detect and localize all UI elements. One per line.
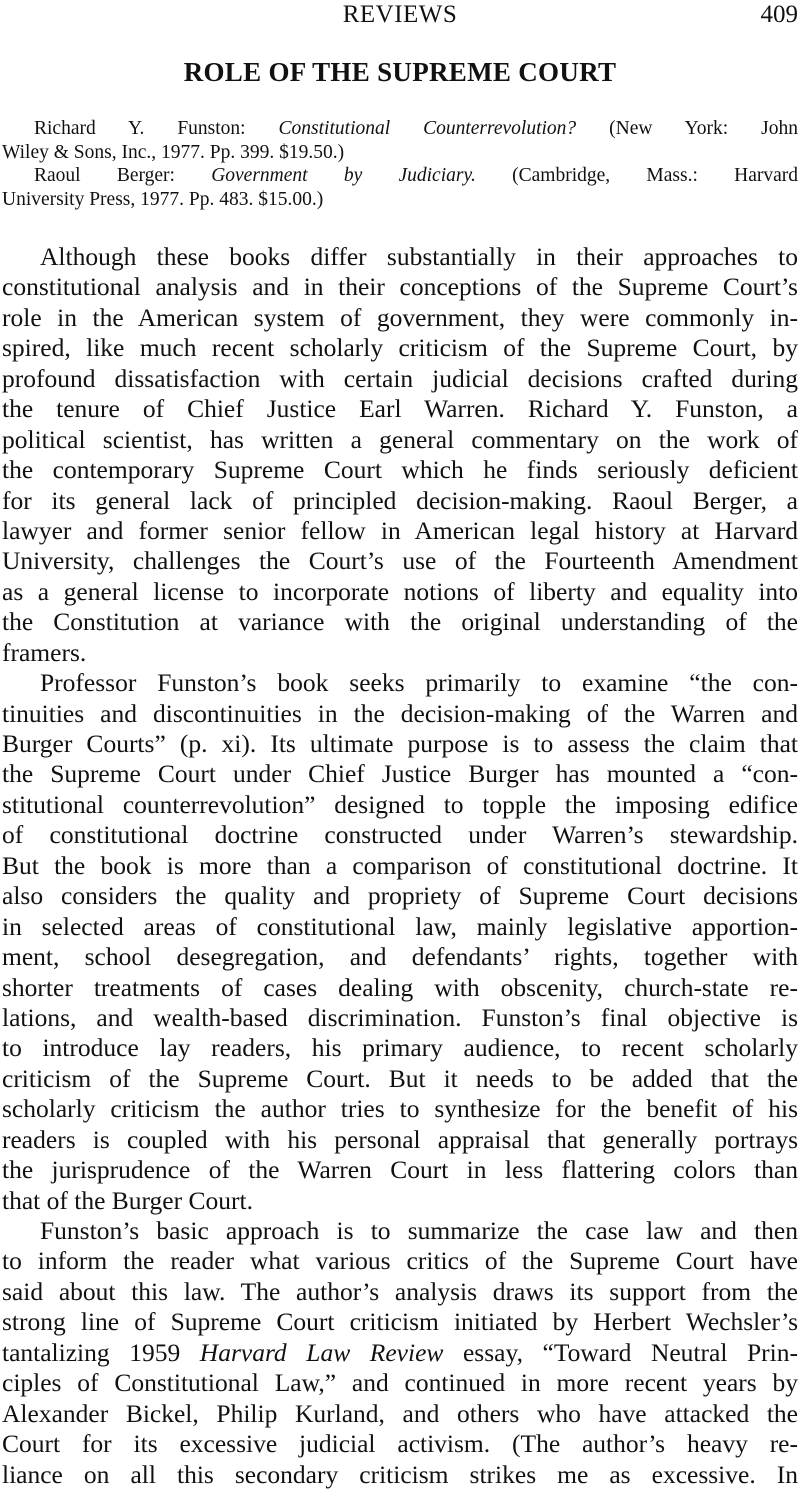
body-line: the Constitution at variance with the original understanding of the xyxy=(2,607,798,637)
body-line: Court for its excessive judicial activism. (The author’s heavy re- xyxy=(2,1429,798,1459)
book-citations xyxy=(2,117,798,211)
citation-line: Raoul Berger: Government by Judiciary. (Cambridge, Mass.: Harvard xyxy=(34,165,798,186)
body-line: also considers the quality and propriety of Supreme Court decisions xyxy=(2,881,798,911)
citation-line: Richard Y. Funston: Constitutional Counterrevolution? (New York: John xyxy=(34,118,798,139)
body-line: ciples of Constitutional Law,” and continued in more recent years by xyxy=(2,1368,798,1398)
page-number: 409 xyxy=(760,1,798,28)
body-line: that of the Burger Court. xyxy=(2,1185,253,1215)
body-line: political scientist, has written a general commentary on the work of xyxy=(2,424,798,454)
body-line: the contemporary Supreme Court which he finds seriously deficient xyxy=(2,455,798,485)
body-line: shorter treatments of cases dealing with obscenity, church-state re- xyxy=(2,972,798,1002)
body-line: Funston’s basic approach is to summarize the case law and then xyxy=(40,1216,798,1245)
citation-line: University Press, 1977. Pp. 483. $15.00.) xyxy=(2,188,324,210)
review-body-text xyxy=(2,242,798,1490)
body-line: framers. xyxy=(2,637,87,667)
body-line: the tenure of Chief Justice Earl Warren. Richard Y. Funston, a xyxy=(2,394,798,424)
running-head-section: REVIEWS xyxy=(342,1,458,28)
body-line: Professor Funston’s book seeks primarily to examine “the con- xyxy=(40,668,798,698)
running-head xyxy=(0,0,800,30)
body-line: scholarly criticism the author tries to synthesize for the benefit of his xyxy=(2,1094,798,1124)
body-line: strong line of Supreme Court criticism initiated by Herbert Wechsler’s xyxy=(2,1307,798,1337)
body-line: spired, like much recent scholarly criticism of the Supreme Court, by xyxy=(2,333,798,363)
body-line: lations, and wealth-based discrimination. Funston’s final objective is xyxy=(2,1002,798,1032)
body-line: to inform the reader what various critics of the Supreme Court have xyxy=(2,1246,798,1276)
body-line: University, challenges the Court’s use of the Fourteenth Amendment xyxy=(2,546,798,576)
body-line: But the book is more than a comparison of constitutional doctrine. It xyxy=(2,850,798,880)
body-line: stitutional counterrevolution” designed to topple the imposing edifice xyxy=(2,789,798,819)
body-line: Alexander Bickel, Philip Kurland, and others who have attacked the xyxy=(2,1398,798,1428)
body-line: readers is coupled with his personal appraisal that generally portrays xyxy=(2,1124,798,1154)
body-line: in selected areas of constitutional law, mainly legislative apportion- xyxy=(2,911,798,941)
body-line: ment, school desegregation, and defendants’ rights, together with xyxy=(2,942,798,972)
body-line: role in the American system of government, they were commonly in- xyxy=(2,302,798,332)
body-line: the Supreme Court under Chief Justice Burger has mounted a “con- xyxy=(2,759,798,789)
body-line: as a general license to incorporate notions of liberty and equality into xyxy=(2,576,798,606)
journal-title: Harvard Law Review xyxy=(199,1337,444,1367)
body-line: tinuities and discontinuities in the decision-making of the Warren and xyxy=(2,698,798,728)
body-line: of constitutional doctrine constructed under Warren’s stewardship. xyxy=(2,820,798,850)
body-line: constitutional analysis and in their conceptions of the Supreme Court’s xyxy=(2,272,798,302)
body-line: to introduce lay readers, his primary audience, to recent scholarly xyxy=(2,1033,798,1063)
body-line: criticism of the Supreme Court. But it needs to be added that the xyxy=(2,1063,798,1093)
body-line: Although these books differ substantially in their approaches to xyxy=(40,242,798,271)
body-line: for its general lack of principled decision-making. Raoul Berger, a xyxy=(2,485,798,515)
citation-line: Wiley & Sons, Inc., 1977. Pp. 399. $19.50.) xyxy=(2,141,345,163)
body-line: lawyer and former senior fellow in American legal history at Harvard xyxy=(2,515,798,545)
body-line: tantalizing 1959 Harvard Law Review essay, “Toward Neutral Prin- xyxy=(2,1337,798,1367)
body-line: Burger Courts” (p. xi). Its ultimate purpose is to assess the claim that xyxy=(2,729,798,758)
body-line: said about this law. The author’s analysis draws its support from the xyxy=(2,1276,798,1306)
body-line: liance on all this secondary criticism strikes me as excessive. In xyxy=(2,1459,798,1489)
body-line: profound dissatisfaction with certain judicial decisions crafted during xyxy=(2,363,798,393)
article-title: ROLE OF THE SUPREME COURT xyxy=(183,57,617,87)
body-line: the jurisprudence of the Warren Court in less flattering colors than xyxy=(2,1155,798,1185)
